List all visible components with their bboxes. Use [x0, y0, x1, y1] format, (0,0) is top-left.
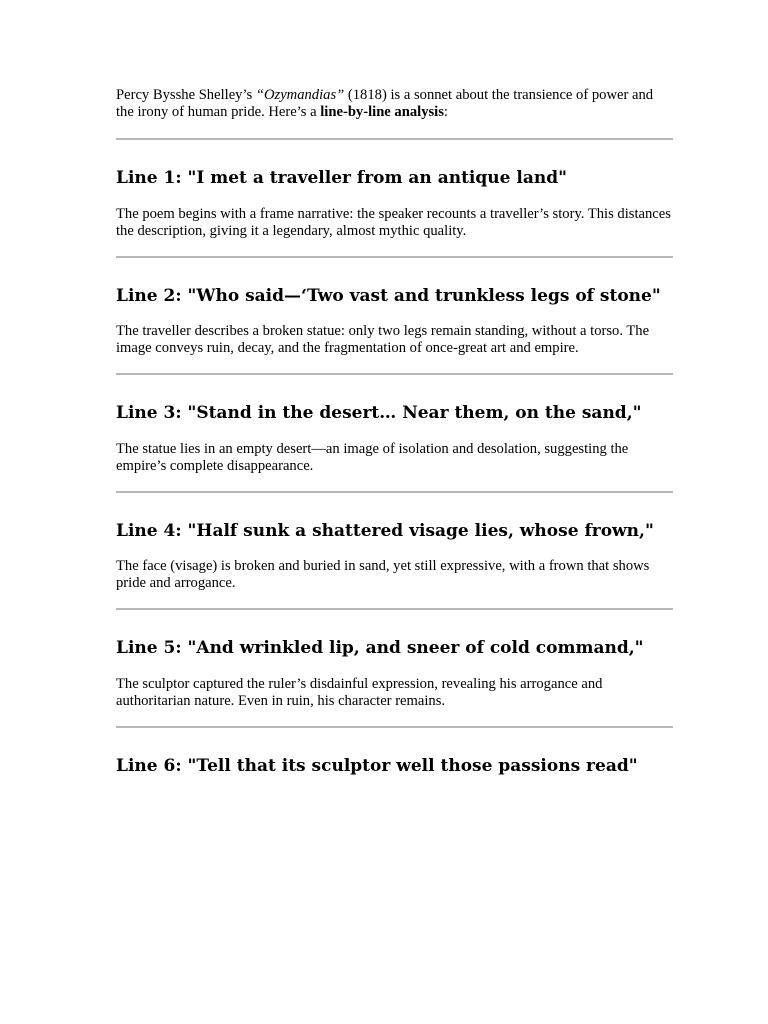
divider [116, 256, 673, 258]
section-body-line-3: The statue lies in an empty desert—an image of isolation and desolation, suggesting the empire’s complete disappearance. [116, 440, 629, 474]
intro-bold-phrase: line-by-line analysis [320, 104, 444, 120]
divider [116, 726, 673, 728]
document-page [116, 87, 673, 776]
intro-text-middle: (1818) is a sonnet about the transience of power and the irony of human pride. Here’s a [116, 87, 654, 120]
section-body-line-2: The traveller describes a broken statue: only two legs remain standing, without a torso. The image conveys ruin, decay, and the fragmentation of once-great art and empire. [116, 323, 650, 356]
section-body-line-5: The sculptor captured the ruler’s disdainful expression, revealing his arrogance and authoritarian nature. Even in ruin, his character remains. [116, 675, 603, 709]
intro-paragraph [116, 87, 673, 121]
section-heading-line-2: Line 2: "Who said—‘Two vast and trunkless legs of stone" [116, 285, 661, 306]
section-body-line-4: The face (visage) is broken and buried in sand, yet still expressive, with a frown that shows pride and arrogance. [116, 558, 650, 591]
section-heading-line-3: Line 3: "Stand in the desert… Near them, on the sand," [116, 403, 642, 423]
divider [116, 373, 673, 375]
intro-text-before: Percy Bysshe Shelley’s [116, 87, 256, 103]
divider [116, 491, 673, 493]
section-body-line-1: The poem begins with a frame narrative: the speaker recounts a traveller’s story. This distances the description, giving it a legendary, almost mythic quality. [116, 205, 671, 239]
section-heading-line-4: Line 4: "Half sunk a shattered visage lies, whose frown," [116, 520, 654, 541]
intro-text-after: : [443, 104, 448, 120]
divider [116, 608, 673, 610]
section-heading-line-1: Line 1: "I met a traveller from an antique land" [116, 168, 567, 188]
section-heading-line-5: Line 5: "And wrinkled lip, and sneer of cold command," [116, 638, 644, 658]
divider [116, 138, 673, 140]
poem-title: “Ozymandias” [255, 87, 345, 103]
section-heading-line-6: Line 6: "Tell that its sculptor well those passions read" [116, 755, 638, 776]
